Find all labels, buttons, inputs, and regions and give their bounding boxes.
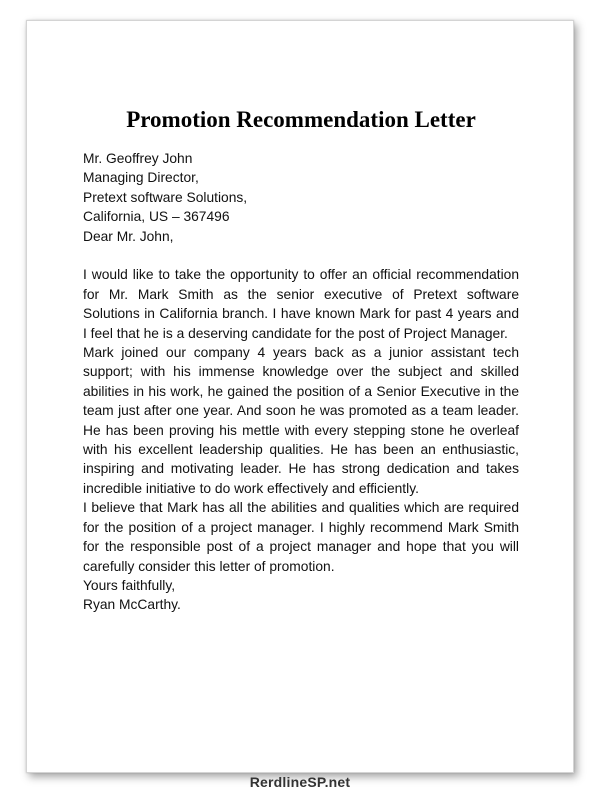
letter-title: Promotion Recommendation Letter	[126, 107, 476, 132]
paragraph-recommendation: I believe that Mark has all the abilities and qualities which are required for the position of a project manager. I highly recommend Mark Smith for the responsible post of a project manager and hope that you will carefully consider this letter of promotion.	[83, 500, 519, 574]
recipient-address	[83, 149, 519, 227]
letter-body	[83, 149, 519, 615]
paragraph-spacer	[83, 246, 519, 265]
address-line-location: California, US – 367496	[83, 209, 230, 225]
closing: Yours faithfully,	[83, 577, 176, 593]
address-line-title: Managing Director,	[83, 170, 199, 186]
site-watermark: RerdlineSP.net	[249, 774, 351, 790]
paragraph-intro: I would like to take the opportunity to offer an official recommendation for Mr. Mark Smith as the senior executive of Pretext software Solutions in California branch. I have known Mark for past 4 years and I feel that he is a deserving candidate for the post of Project Manager.	[83, 267, 519, 341]
address-line-name: Mr. Geoffrey John	[83, 151, 193, 166]
address-line-company: Pretext software Solutions,	[83, 189, 248, 205]
paragraph-background: Mark joined our company 4 years back as a junior assistant tech support; with his immense knowledge over the subject and skilled abilities in his work, he gained the position of a Senior Executive in the team just after one year. And soon he was promoted as a team leader. He has been proving his mettle with every stepping stone he overleaf with his excellent leadership qualities. He has been an enthusiastic, inspiring and motivating leader. He has strong dedication and takes incredible initiative to do work effectively and efficiently.	[83, 345, 519, 496]
letter-page	[26, 20, 574, 773]
salutation: Dear Mr. John,	[83, 228, 174, 244]
signature: Ryan McCarthy.	[83, 597, 181, 613]
